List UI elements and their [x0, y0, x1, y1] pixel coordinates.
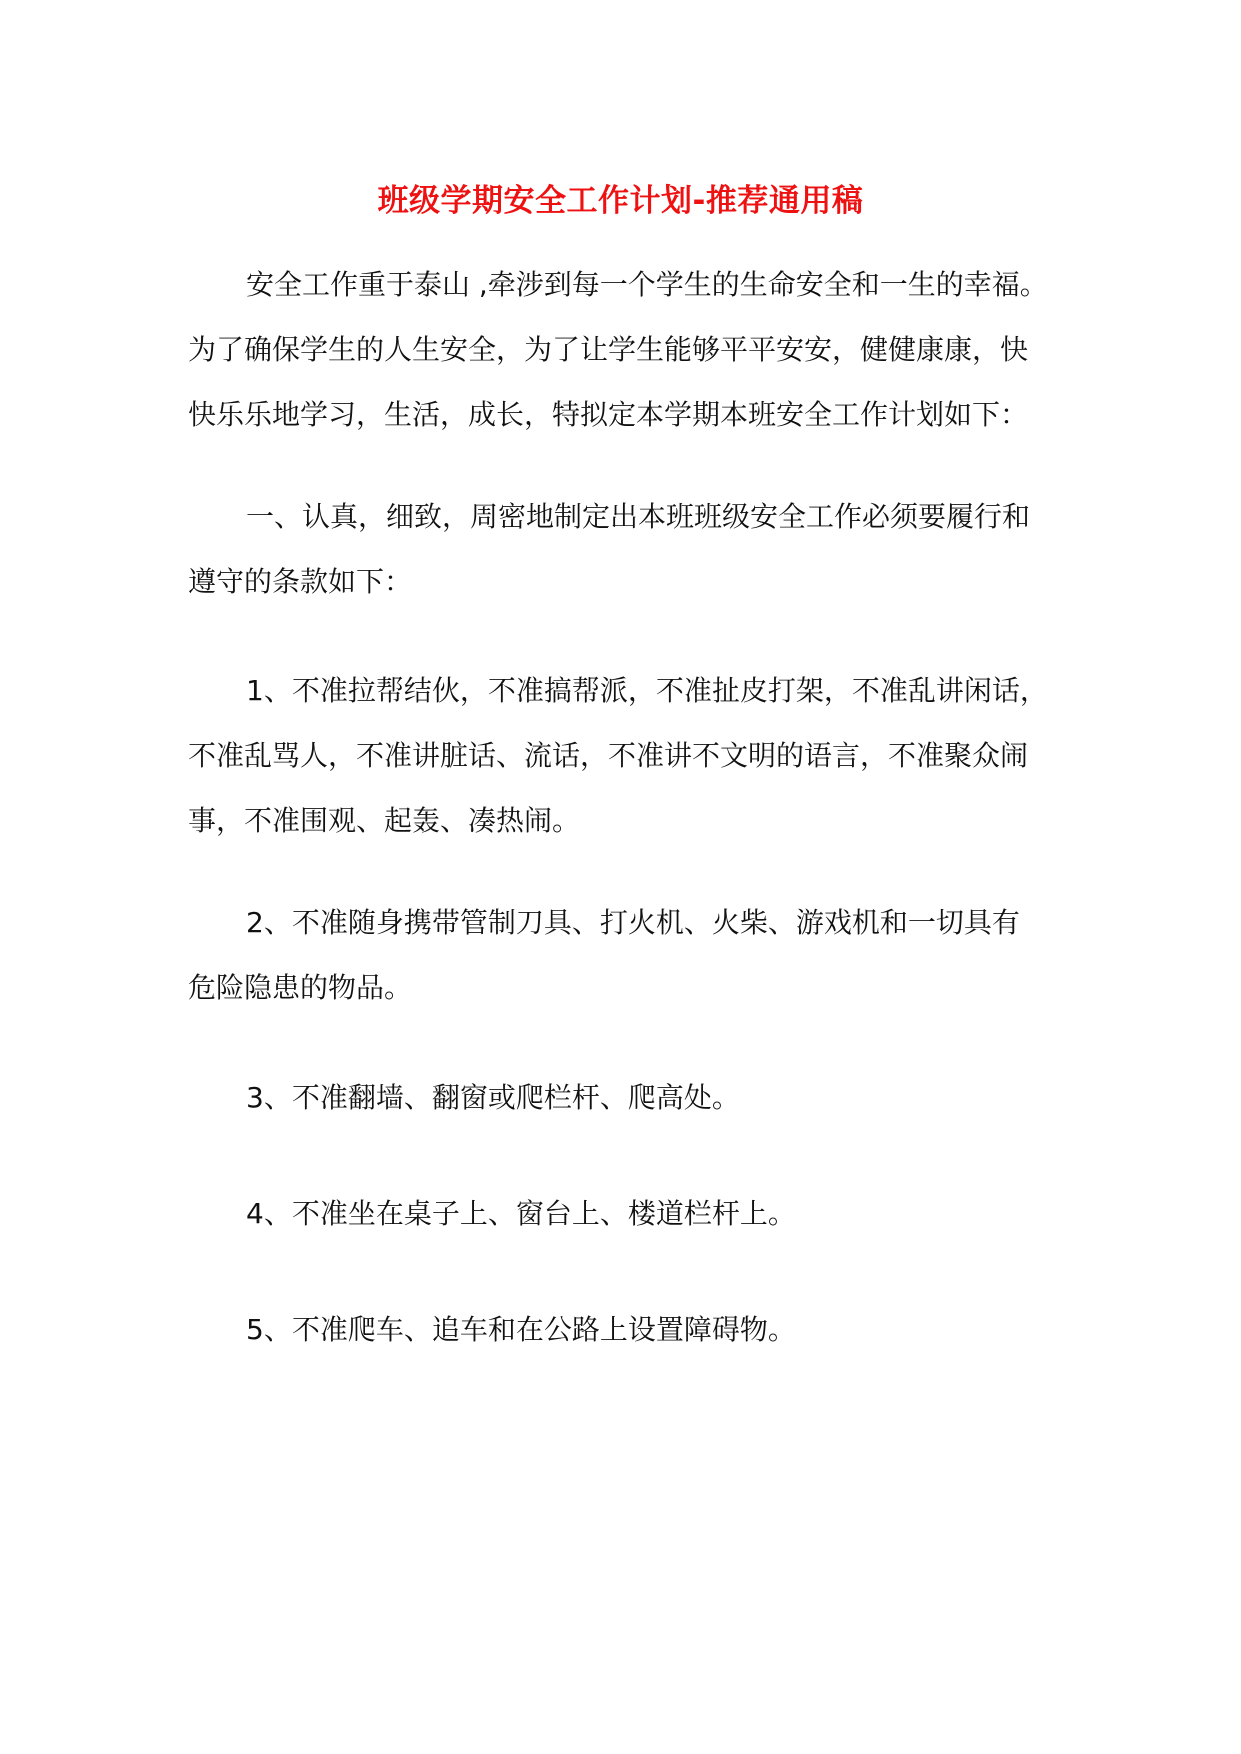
paragraph-rule-2 [188, 890, 1088, 1020]
text-line: 遵守的条款如下： [188, 565, 413, 598]
paragraph-rule-5 [188, 1297, 1088, 1362]
text-line: 安全工作重于泰山 ,牵涉到每一个学生的生命安全和一生的幸福。 [246, 268, 1048, 301]
text-line: 2、不准随身携带管制刀具、打火机、火柴、游戏机和一切具有 [246, 906, 1020, 939]
paragraph-rule-4 [188, 1181, 1088, 1246]
text-line: 5、不准爬车、追车和在公路上设置障碍物。 [246, 1313, 796, 1346]
text-line: 不准乱骂人，不准讲脏话、流话，不准讲不文明的语言，不准聚众闹 [188, 739, 1029, 772]
text-line: 一、认真，细致，周密地制定出本班班级安全工作必须要履行和 [246, 500, 1031, 533]
text-line: 危险隐患的物品。 [188, 971, 413, 1004]
text-line: 1、不准拉帮结伙，不准搞帮派，不准扯皮打架，不准乱讲闲话， [246, 674, 1048, 707]
paragraph-section-one [188, 484, 1088, 614]
text-line: 为了确保学生的人生安全，为了让学生能够平平安安，健健康康，快 [188, 333, 1029, 366]
document-title: 班级学期安全工作计划-推荐通用稿 [377, 182, 864, 219]
text-line: 快乐乐地学习，生活，成长，特拟定本学期本班安全工作计划如下： [188, 398, 1029, 431]
text-line: 3、不准翻墙、翻窗或爬栏杆、爬高处。 [246, 1081, 740, 1114]
text-line: 4、不准坐在桌子上、窗台上、楼道栏杆上。 [246, 1197, 796, 1230]
paragraph-rule-1 [188, 658, 1088, 853]
paragraph-rule-3 [188, 1065, 1088, 1130]
paragraph-intro [188, 252, 1088, 447]
text-line: 事，不准围观、起轰、凑热闹。 [188, 804, 581, 837]
